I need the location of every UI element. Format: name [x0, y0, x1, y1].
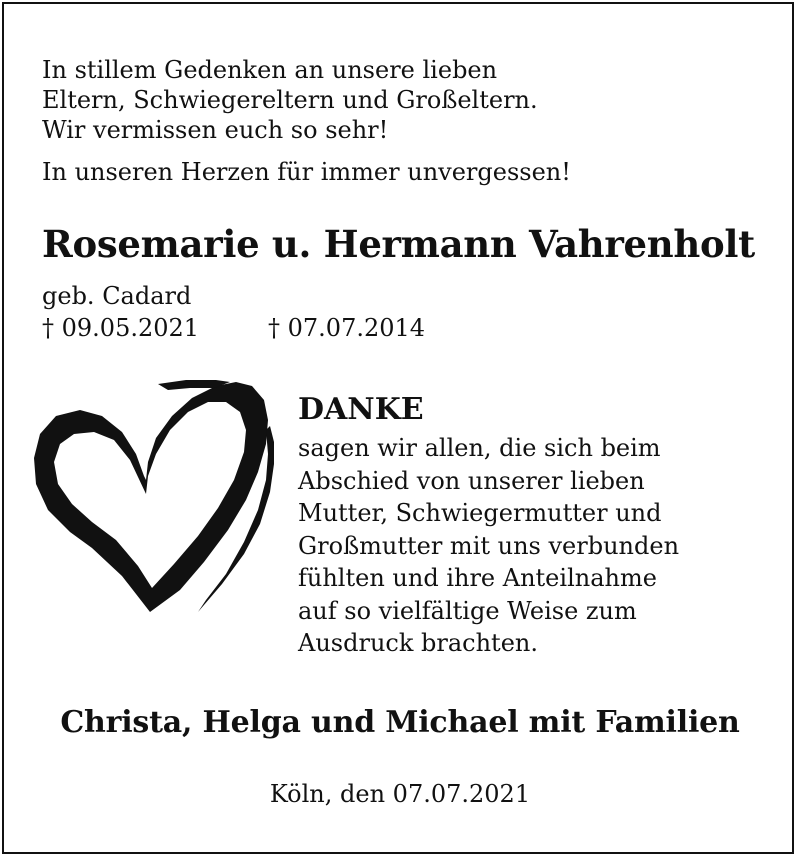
- place-and-date: Köln, den 07.07.2021: [269, 780, 531, 808]
- thanks-line: Großmutter mit uns verbunden: [298, 531, 680, 560]
- intro-line: Wir vermissen euch so sehr!: [42, 116, 389, 144]
- thanks-line: Ausdruck brachten.: [298, 629, 538, 657]
- family-signature: Christa, Helga und Michael mit Familien: [60, 705, 740, 740]
- intro-text: [42, 55, 571, 187]
- intro-line: In stillem Gedenken an unsere lieben: [42, 56, 498, 84]
- thanks-text: [298, 432, 679, 660]
- thanks-line: sagen wir allen, die sich beim: [298, 434, 661, 462]
- thanks-line: Mutter, Schwiegermutter und: [298, 499, 662, 527]
- intro-line: In unseren Herzen für immer unvergessen!: [42, 158, 571, 186]
- death-date-first: † 09.05.2021: [42, 314, 200, 342]
- intro-line: Eltern, Schwiegereltern und Großeltern.: [42, 86, 538, 114]
- thanks-line: Abschied von unserer lieben: [298, 466, 645, 495]
- maiden-name: geb. Cadard: [42, 282, 192, 310]
- thanks-line: auf so vielfältige Weise zum: [298, 596, 637, 625]
- brush-heart-icon: [30, 380, 275, 612]
- death-date-second: † 07.07.2014: [268, 314, 426, 342]
- thanks-line: fühlten und ihre Anteilnahme: [298, 564, 657, 592]
- deceased-names: Rosemarie u. Hermann Vahrenholt: [42, 222, 755, 266]
- thanks-title: DANKE: [298, 392, 424, 427]
